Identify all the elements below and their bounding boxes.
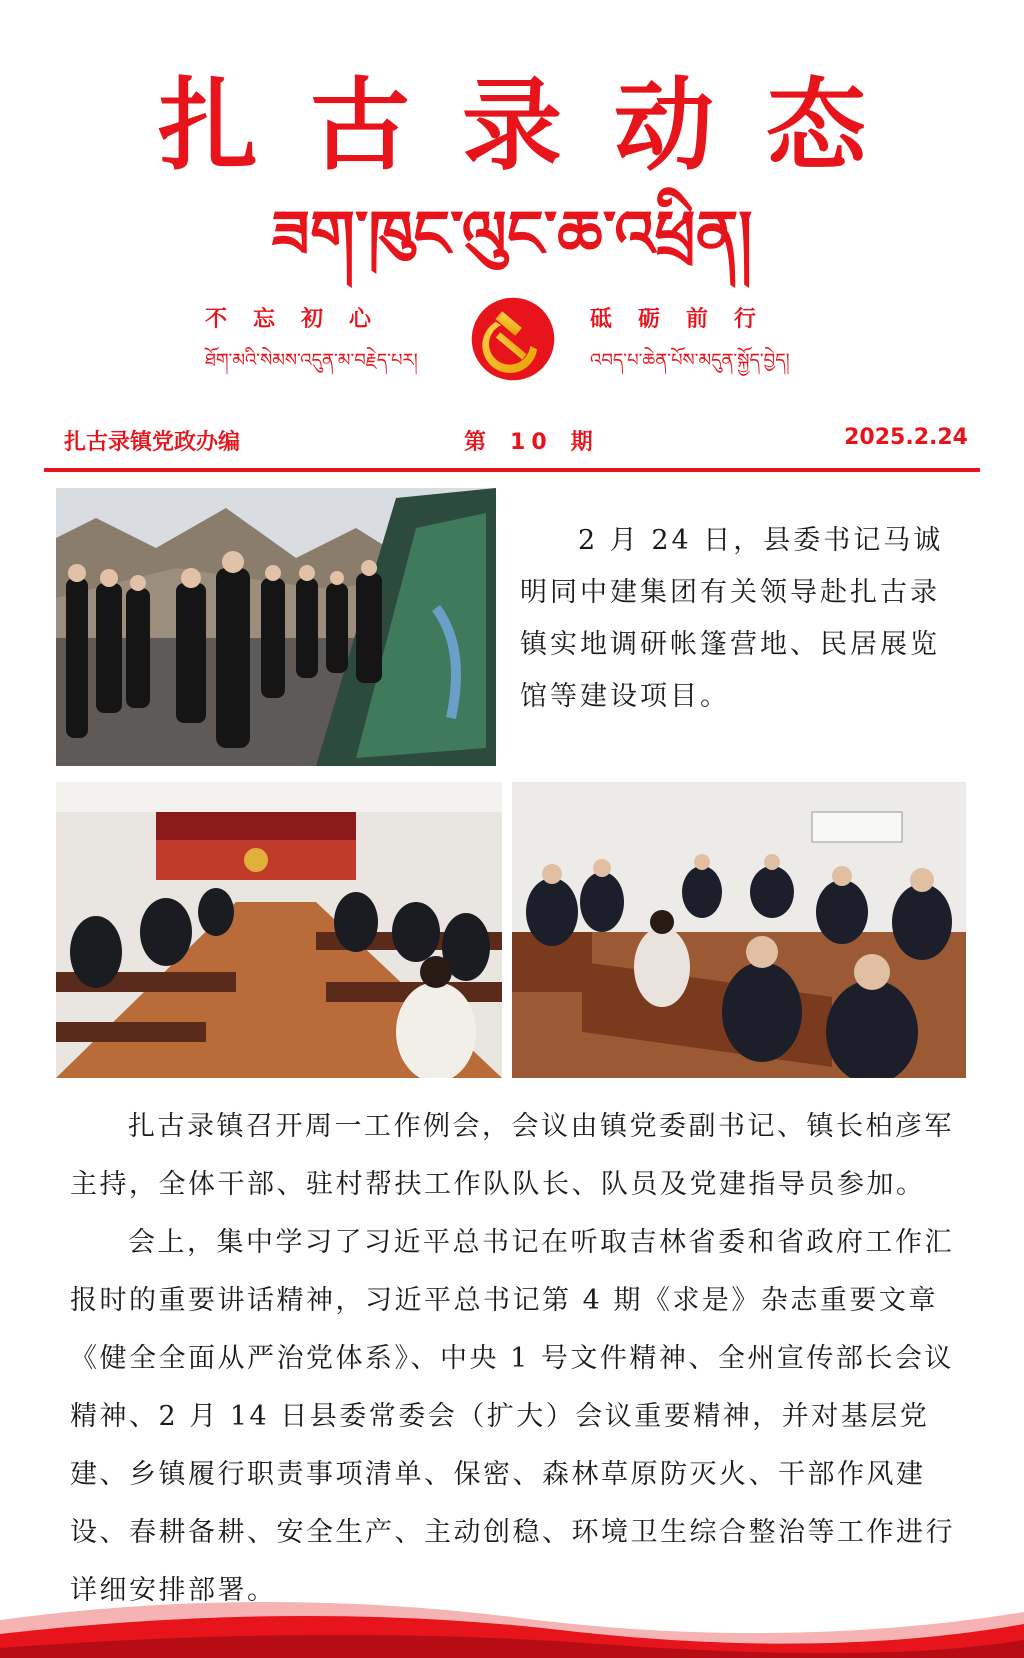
party-emblem-icon (470, 296, 556, 382)
lead-paragraph: 2 月 24 日，县委书记马诚明同中建集团有关领导赴扎古录镇实地调研帐篷营地、民居展览馆等建设项目。 (520, 525, 944, 712)
issue-prefix: 第 (464, 429, 493, 455)
masthead-title: 扎古录动态 (158, 66, 918, 184)
meeting-attendees-photo (512, 782, 966, 1078)
footer-wave-decoration (0, 1590, 1024, 1658)
editor-label: 扎古录镇党政办编 (64, 429, 241, 455)
article-paragraph-1: 扎古录镇召开周一工作例会，会议由镇党委副书记、镇长柏彦军主持，全体干部、驻村帮扶工作队队长、队员及党建指导员参加。 (70, 1111, 954, 1200)
slogan-right-chinese: 砥砺前行 (590, 307, 783, 332)
header-divider (44, 468, 980, 472)
slogan-left-chinese: 不忘初心 (205, 307, 398, 332)
issue-suffix: 期 (570, 429, 599, 455)
masthead-tibetan-title: ཟག་ཁུང་ལུང་ཆ་འཕྲིན། (271, 198, 753, 272)
issue-date: 2025.2.24 (844, 425, 968, 450)
article-body (70, 1098, 960, 1620)
meeting-hall-photo (56, 782, 502, 1078)
slogan-left (205, 302, 418, 391)
slogan-right-tibetan: འབད་པ་ཆེན་པོས་མདུན་སྐྱོད་བྱེད། (590, 350, 790, 371)
issue-number: 10 (510, 430, 553, 455)
slogan-right (590, 302, 790, 391)
issue-number-label (464, 425, 599, 456)
slogan-left-tibetan: ཐོག་མའི་སེམས་འདུན་མ་བརྗེད་པར། (205, 350, 418, 371)
issue-bar (44, 425, 980, 465)
article-paragraph-2: 会上，集中学习了习近平总书记在听取吉林省委和省政府工作汇报时的重要讲话精神，习近平总书记第 4 期《求是》杂志重要文章《健全全面从严治党体系》、中央 1 号文件精神、全州宣传部长会议精神、2 月 14 日县委常委会（扩大）会议重要精神，并对基层党建、乡镇履行职责事项清单、保密、森林草原防灭火、干部作风建设、春耕备耕、安全生产、主动创稳、环境卫生综合整治等工作进行详细安排部署。 (70, 1227, 955, 1606)
site-inspection-photo (56, 488, 496, 766)
